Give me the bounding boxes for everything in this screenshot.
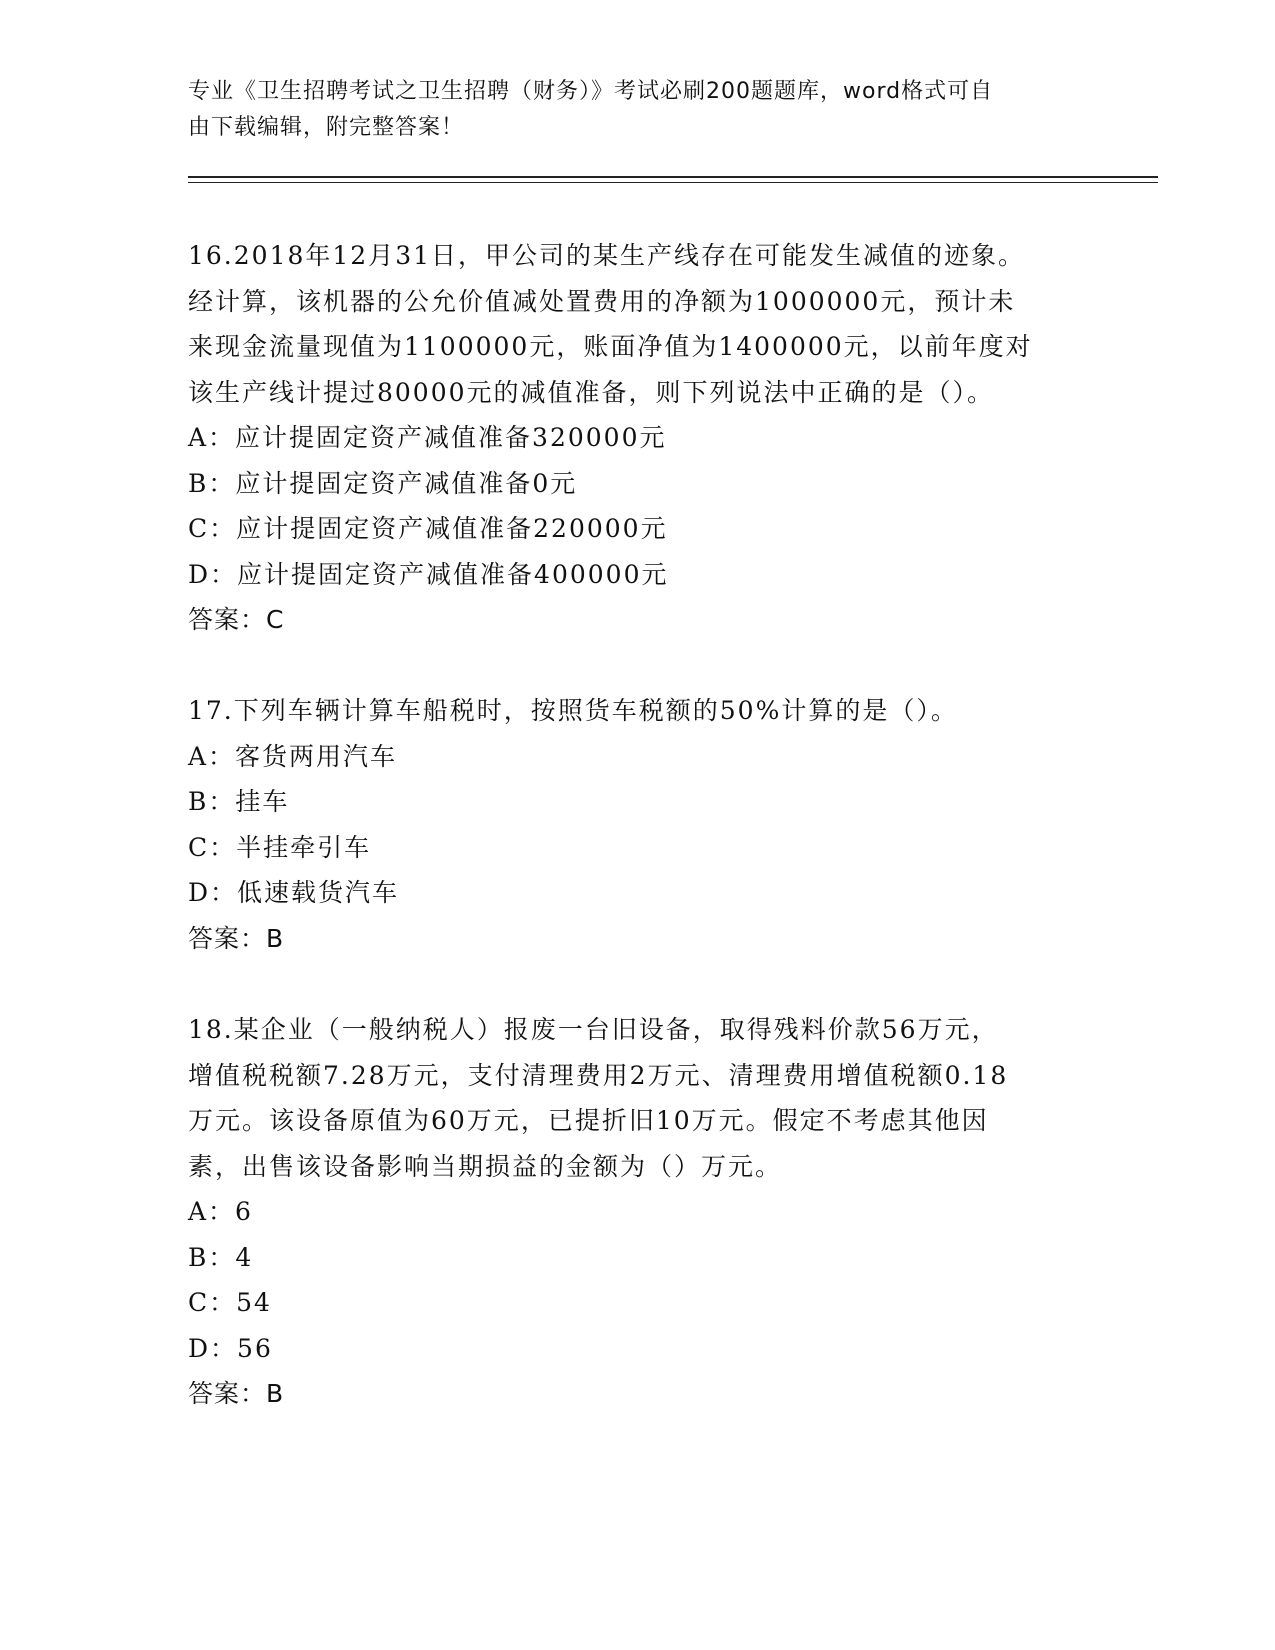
option-c: C：应计提固定资产减值准备220000元 [188,514,668,543]
question-stem-line: 增值税税额7.28万元，支付清理费用2万元、清理费用增值税额0.18 [188,1060,1009,1090]
option-d: D：低速载货汽车 [188,878,400,907]
question-stem-line: 来现金流量现值为1100000元，账面净值为1400000元，以前年度对 [188,332,1033,361]
option-a: A：客货两用汽车 [188,741,398,771]
answer-label: 答案：B [188,1379,285,1408]
answer-label: 答案：B [188,923,285,953]
header-line: 由下载编辑，附完整答案！ [188,115,465,140]
header-line: 专业《卫生招聘考试之卫生招聘（财务）》考试必刷200题题库，word格式可自 [188,79,994,104]
question-stem-line: 16.2018年12月31日，甲公司的某生产线存在可能发生减值的迹象。 [188,241,1026,270]
question-stem-line: 素，出售该设备影响当期损益的金额为（）万元。 [188,1151,783,1181]
question-stem-line: 经计算，该机器的公允价值减处置费用的净额为1000000元，预计未 [188,286,1016,316]
header-divider-thick [188,176,1158,178]
option-c: C：54 [188,1288,272,1317]
option-b: B：应计提固定资产减值准备0元 [188,468,578,498]
option-a: A：应计提固定资产减值准备320000元 [188,423,667,452]
question-17 [188,688,1088,961]
option-d: D：56 [188,1333,273,1363]
answer-label: 答案：C [188,605,285,634]
option-c: C：半挂牵引车 [188,832,372,862]
option-a: A：6 [188,1197,253,1226]
question-18 [188,1007,1088,1417]
header-divider-thin [188,182,1158,183]
option-d: D：应计提固定资产减值准备400000元 [188,559,669,589]
option-b: B：挂车 [188,787,290,816]
question-stem-line: 17.下列车辆计算车船税时，按照货车税额的50%计算的是（）。 [188,696,958,725]
document-header [188,74,1088,146]
question-stem-line: 万元。该设备原值为60万元，已提折旧10万元。假定不考虑其他因 [188,1106,989,1135]
question-stem-line: 该生产线计提过80000元的减值准备，则下列说法中正确的是（）。 [188,377,995,407]
question-stem-line: 18.某企业（一般纳税人）报废一台旧设备，取得残料价款56万元， [188,1015,999,1044]
option-b: B：4 [188,1242,254,1272]
question-16 [188,233,1088,643]
